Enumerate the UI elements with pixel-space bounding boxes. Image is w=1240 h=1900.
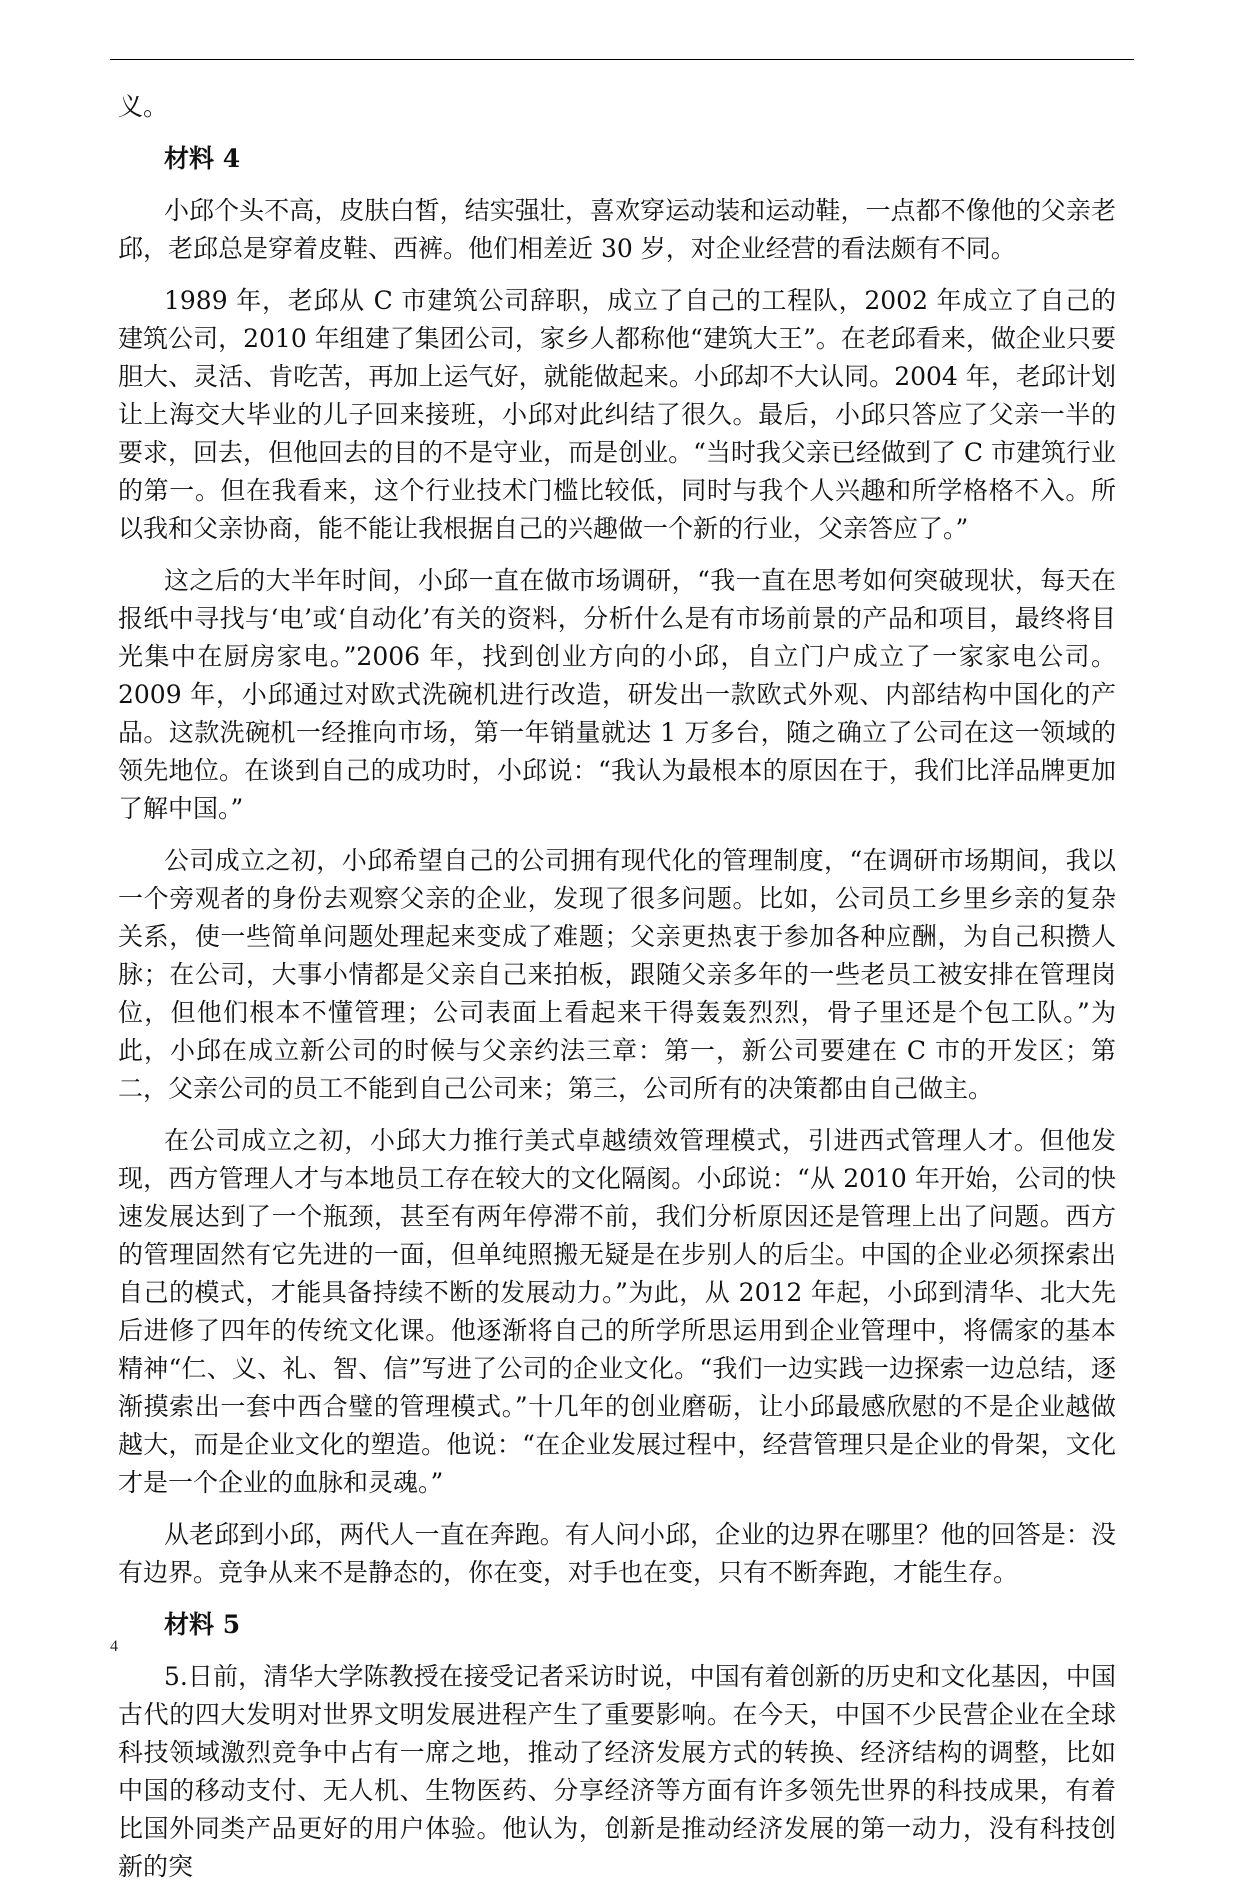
page-number: 4 <box>110 1638 118 1655</box>
paragraph: 小邱个头不高，皮肤白皙，结实强壮，喜欢穿运动装和运动鞋，一点都不像他的父亲老邱，老邱总是穿着皮鞋、西裤。他们相差近 30 岁，对企业经营的看法颇有不同。 <box>118 196 1116 263</box>
header-rule <box>110 59 1134 60</box>
paragraph: 在公司成立之初，小邱大力推行美式卓越绩效管理模式，引进西式管理人才。但他发现，西方管理人才与本地员工存在较大的文化隔阂。小邱说：“从 2010 年开始，公司的快速发展达到了一个瓶颈，甚至有两年停滞不前，我们分析原因还是管理上出了问题。西方的管理固然有它先进的一面，但单纯照搬无疑是在步别人的后尘。中国的企业必须探索出自己的模式，才能具备持续不断的发展动力。”为此，从 2012 年起，小邱到清华、北大先后进修了四年的传统文化课。他逐渐将自己的所学所思运用到企业管理中，将儒家的基本精神“仁、义、礼、智、信”写进了公司的企业文化。“我们一边实践一边探索一边总结，逐渐摸索出一套中西合璧的管理模式。”十几年的创业磨砺，让小邱最感欣慰的不是企业越做越大，而是企业文化的塑造。他说：“在企业发展过程中，经营管理只是企业的骨架，文化才是一个企业的血脉和灵魂。” <box>118 1126 1116 1497</box>
paragraph: 5.日前，清华大学陈教授在接受记者采访时说，中国有着创新的历史和文化基因，中国古代的四大发明对世界文明发展进程产生了重要影响。在今天，中国不少民营企业在全球科技领域激烈竞争中占有一席之地，推动了经济发展方式的转换、经济结构的调整，比如中国的移动支付、无人机、生物医药、分享经济等方面有许多领先世界的科技成果，有着比国外同类产品更好的用户体验。他认为，创新是推动经济发展的第一动力，没有科技创新的突 <box>118 1662 1116 1881</box>
paragraph: 从老邱到小邱，两代人一直在奔跑。有人问小邱，企业的边界在哪里？他的回答是：没有边界。竞争从来不是静态的，你在变，对手也在变，只有不断奔跑，才能生存。 <box>118 1520 1116 1587</box>
paragraph: 1989 年，老邱从 C 市建筑公司辞职，成立了自己的工程队，2002 年成立了自己的建筑公司，2010 年组建了集团公司，家乡人都称他“建筑大王”。在老邱看来，做企业只要胆大、灵活、肯吃苦，再加上运气好，就能做起来。小邱却不大认同。2004 年，老邱计划让上海交大毕业的儿子回来接班，小邱对此纠结了很久。最后，小邱只答应了父亲一半的要求，回去，但他回去的目的不是守业，而是创业。“当时我父亲已经做到了 C 市建筑行业的第一。但在我看来，这个行业技术门槛比较低，同时与我个人兴趣和所学格格不入。所以我和父亲协商，能不能让我根据自己的兴趣做一个新的行业，父亲答应了。” <box>118 286 1116 543</box>
section-heading-material-4: 材料 4 <box>164 144 241 173</box>
continuation-text: 义。 <box>118 92 169 121</box>
paragraph: 这之后的大半年时间，小邱一直在做市场调研，“我一直在思考如何突破现状，每天在报纸中寻找与‘电’或‘自动化’有关的资料，分析什么是有市场前景的产品和项目，最终将目光集中在厨房家电。”2006 年，找到创业方向的小邱，自立门户成立了一家家电公司。2009 年，小邱通过对欧式洗碗机进行改造，研发出一款欧式外观、内部结构中国化的产品。这款洗碗机一经推向市场，第一年销量就达 1 万多台，随之确立了公司在这一领域的领先地位。在谈到自己的成功时，小邱说：“我认为最根本的原因在于，我们比洋品牌更加了解中国。” <box>118 566 1116 823</box>
page-body <box>118 88 1116 1900</box>
paragraph: 公司成立之初，小邱希望自己的公司拥有现代化的管理制度，“在调研市场期间，我以一个旁观者的身份去观察父亲的企业，发现了很多问题。比如，公司员工乡里乡亲的复杂关系，使一些简单问题处理起来变成了难题；父亲更热衷于参加各种应酬，为自己积攒人脉；在公司，大事小情都是父亲自己来拍板，跟随父亲多年的一些老员工被安排在管理岗位，但他们根本不懂管理；公司表面上看起来干得轰轰烈烈，骨子里还是个包工队。”为此，小邱在成立新公司的时候与父亲约法三章：第一，新公司要建在 C 市的开发区；第二，父亲公司的员工不能到自己公司来；第三，公司所有的决策都由自己做主。 <box>118 846 1116 1103</box>
section-heading-material-5: 材料 5 <box>164 1610 241 1639</box>
